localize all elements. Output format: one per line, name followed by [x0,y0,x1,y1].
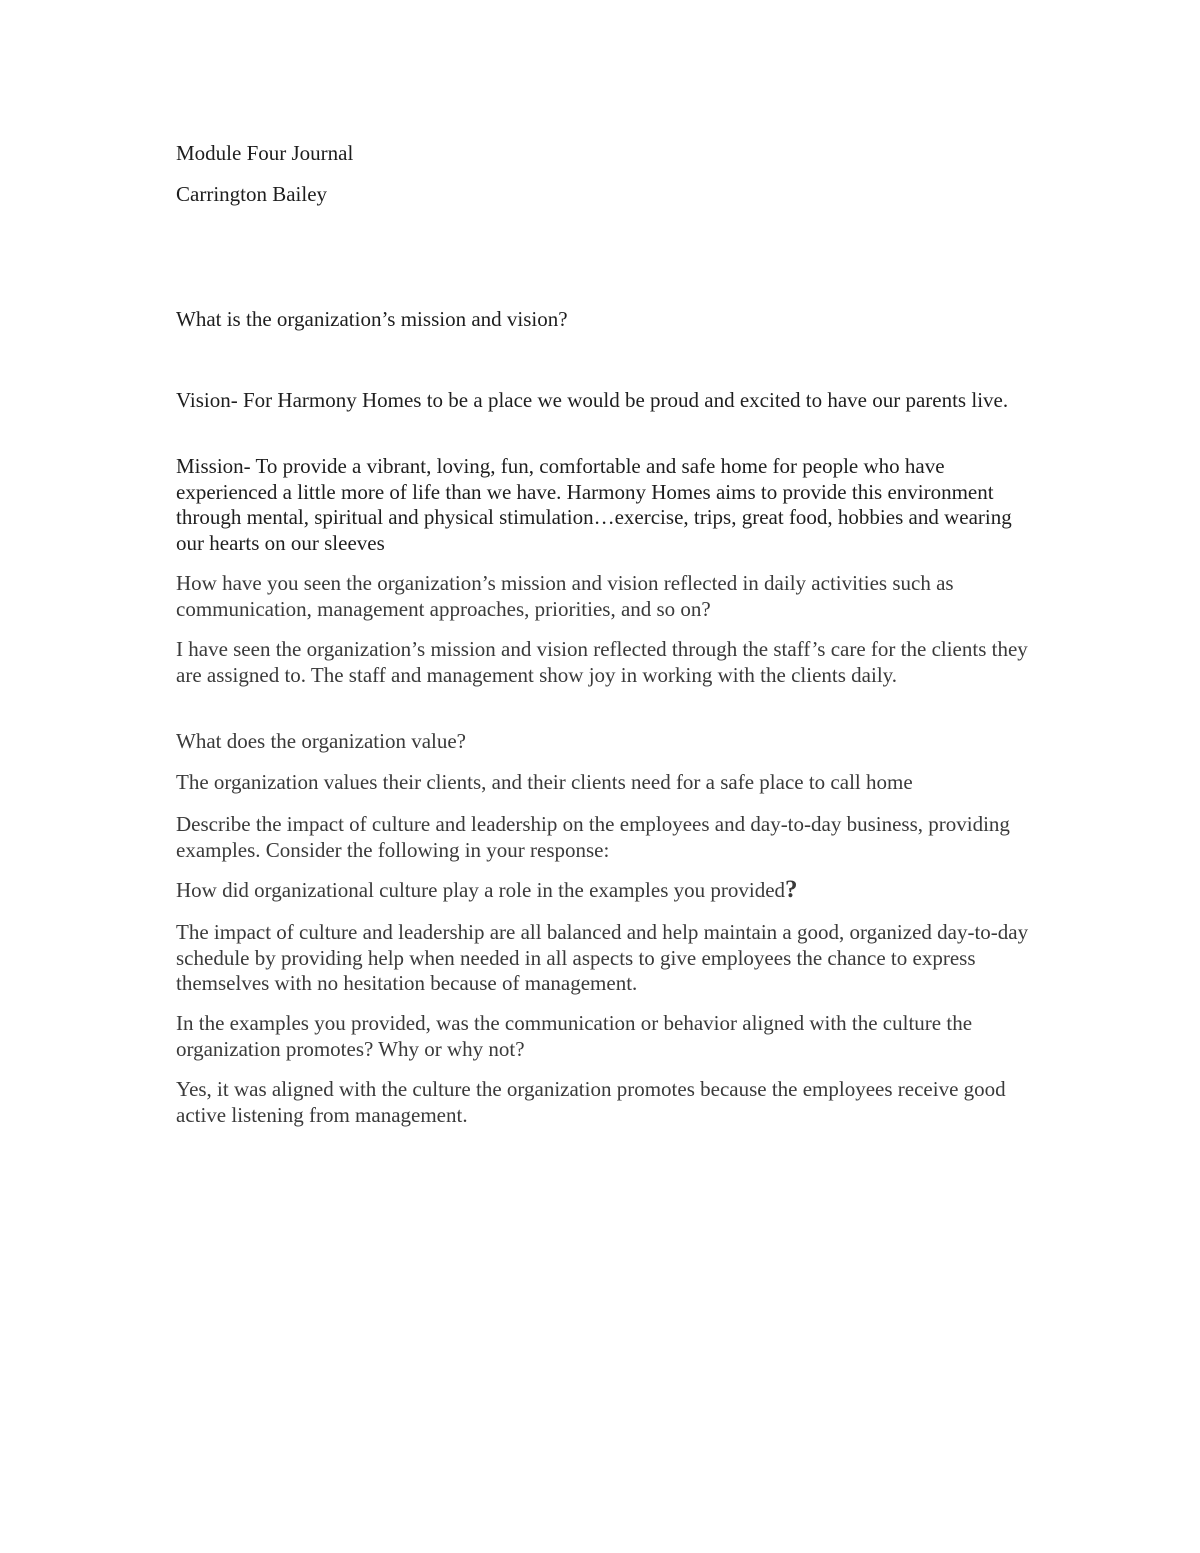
question-mission-vision: What is the organization’s mission and vision? [176,307,568,331]
question-values: What does the organization value? [176,729,467,753]
question-organizational-culture [176,877,1036,904]
question-mark: ? [785,876,798,903]
question-culture-leadership: Describe the impact of culture and leadership on the employees and day-to-day business, providing examples. Consider the following in your response: [176,812,1010,862]
question-communication-alignment: In the examples you provided, was the communication or behavior aligned with the culture the organization promotes? Why or why not? [176,1011,973,1061]
answer-values: The organization values their clients, and their clients need for a safe place to call home [176,770,913,794]
answer-culture-leadership: The impact of culture and leadership are all balanced and help maintain a good, organized day-to-day schedule by providing help when needed in all aspects to give employees the chance to express themselves with no hesitation because of management. [176,920,1029,995]
author-name: Carrington Bailey [176,182,328,206]
answer-communication-alignment: Yes, it was aligned with the culture the organization promotes because the employees receive good active listening from management. [176,1077,1006,1127]
document-title: Module Four Journal [176,141,354,165]
question-organizational-culture-text: How did organizational culture play a role in the examples you provided [176,878,786,902]
mission-statement: Mission- To provide a vibrant, loving, fun, comfortable and safe home for people who have experienced a little more of life than we have. Harmony Homes aims to provide this environment through mental, spiritual and physical stimulation…exercise, trips, great food, hobbies and wearing our hearts on our sleeves [176,454,1012,555]
answer-daily-activities: I have seen the organization’s mission and vision reflected through the staff’s care for the clients they are assigned to. The staff and management show joy in working with the clients daily. [176,637,1028,687]
question-daily-activities: How have you seen the organization’s mission and vision reflected in daily activities such as communication, management approaches, priorities, and so on? [176,571,954,621]
vision-statement: Vision- For Harmony Homes to be a place we would be proud and excited to have our parents live. [176,388,1009,412]
